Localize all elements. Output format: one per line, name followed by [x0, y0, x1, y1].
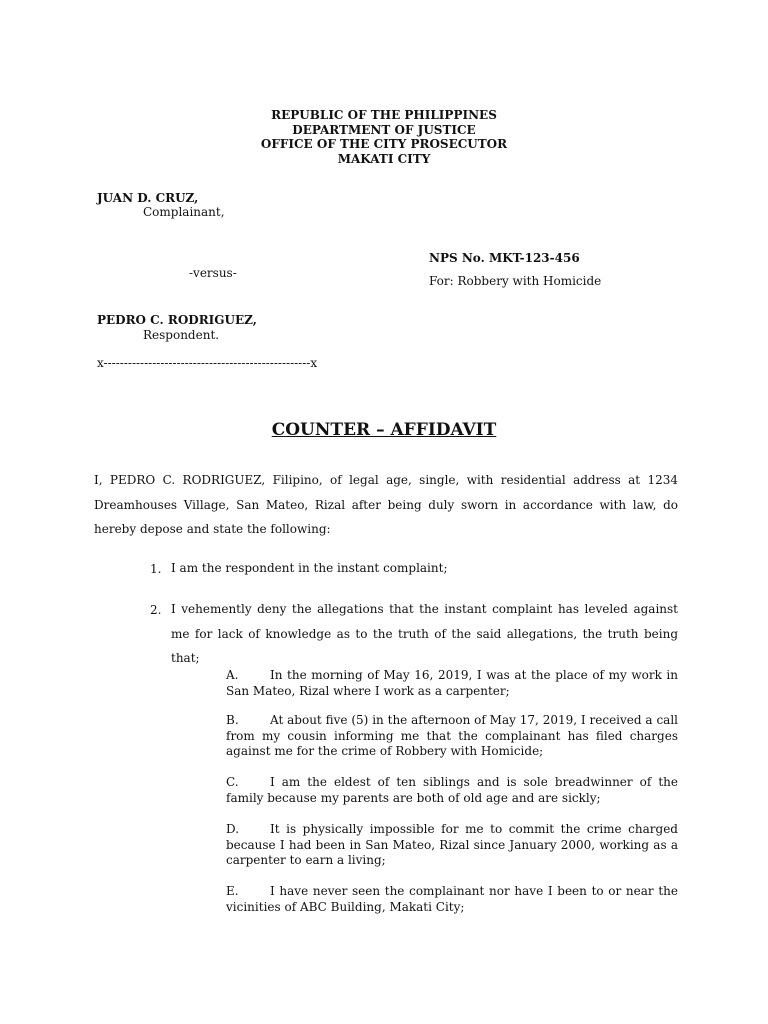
item-text-2: I vehemently deny the allegations that the instant complaint has leveled against me for lack of knowledge as to the truth of the said allegations, the truth being that;	[171, 602, 678, 665]
subitem-letter: B.	[226, 713, 239, 727]
subitem-text: In the morning of May 16, 2019, I was at the place of my work in San Mateo, Rizal where I work as a carpenter;	[226, 668, 678, 698]
intro-paragraph: I, PEDRO C. RODRIGUEZ, Filipino, of legal age, single, with residential address at 1234 Dreamhouses Village, San Mateo, Rizal after being duly sworn in accordance with law, do hereby depose and state the following:	[94, 473, 678, 536]
subitem-c	[226, 775, 678, 806]
subitem-d	[226, 822, 678, 869]
subitem-letter: E.	[226, 884, 239, 898]
header-office: OFFICE OF THE CITY PROSECUTOR	[260, 137, 508, 151]
complainant-label: Complainant,	[143, 205, 225, 219]
header-department: DEPARTMENT OF JUSTICE	[292, 122, 476, 137]
respondent-name: PEDRO C. RODRIGUEZ,	[97, 313, 257, 327]
subitem-e	[226, 884, 678, 915]
subitem-text: It is physically impossible for me to commit the crime charged because I had been in San Mateo, Rizal since January 2000, working as a carpenter to earn a living;	[226, 822, 678, 867]
respondent-label: Respondent.	[143, 328, 220, 342]
subitem-text: I have never seen the complainant nor have I been to or near the vicinities of ABC Building, Makati City;	[226, 884, 678, 914]
subitem-b	[226, 713, 678, 760]
subitem-letter: D.	[226, 822, 240, 836]
header-republic: REPUBLIC OF THE PHILIPPINES	[271, 108, 497, 122]
charge-label: For: Robbery with Homicide	[429, 274, 602, 288]
nps-number: NPS No. MKT-123-456	[429, 251, 580, 265]
header-city: MAKATI CITY	[337, 151, 431, 166]
subitem-text: I am the eldest of ten siblings and is sole breadwinner of the family because my parents are both of old age and are sickly;	[226, 775, 678, 805]
document-title: COUNTER – AFFIDAVIT	[271, 420, 497, 440]
subitem-text: At about five (5) in the afternoon of May 17, 2019, I received a call from my cousin informing me that the complainant has filed charges against me for the crime of Robbery with Homicide;	[226, 713, 678, 758]
complainant-name: JUAN D. CRUZ,	[97, 191, 199, 205]
subitem-letter: C.	[226, 775, 239, 789]
versus-label: -versus-	[189, 266, 237, 280]
item-number-2: 2.	[150, 603, 162, 617]
item-text-1: I am the respondent in the instant complaint;	[171, 561, 448, 575]
subitem-letter: A.	[226, 668, 239, 682]
item-number-1: 1.	[150, 562, 162, 576]
caption-separator: x---------------------------------------------------x	[97, 356, 318, 370]
subitem-a	[226, 668, 678, 699]
